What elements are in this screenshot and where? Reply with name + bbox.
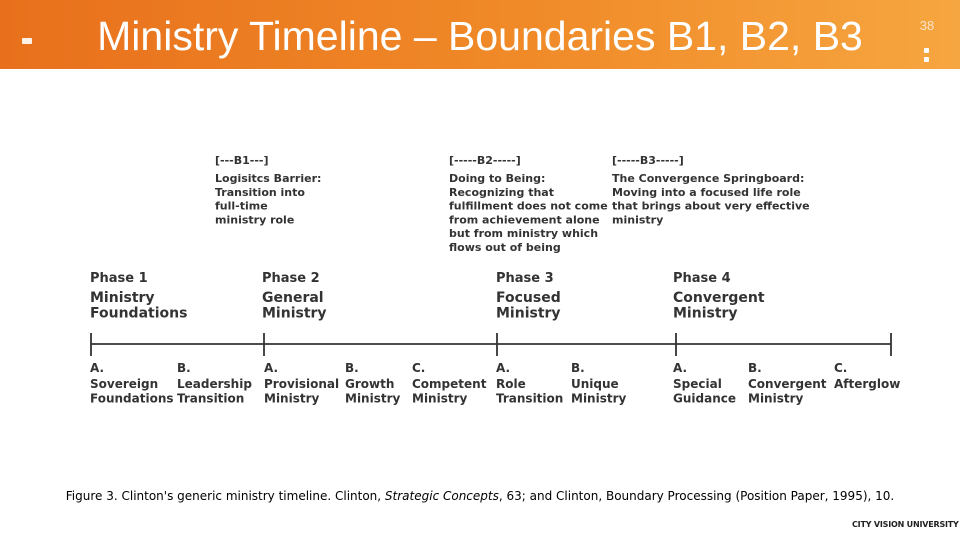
boundary-line: The Convergence Springboard: [612,172,805,185]
page-title: Ministry Timeline – Boundaries B1, B2, B3 [97,14,863,59]
caption-text: Figure 3. Clinton's generic ministry timeline. Clinton, [65,489,385,503]
subphase-name: Sovereign [90,377,159,391]
boundary-block [612,154,810,226]
phase-heading [673,271,765,322]
boundary-line: fulfillment does not come [449,199,608,213]
subphase-name: Guidance [673,391,736,406]
subphase-name: Unique [571,377,619,391]
phase-heading [496,271,561,322]
phase-number: Phase 4 [673,271,731,286]
subphase-name: Role [496,377,526,391]
subphase-name: Transition [177,391,245,406]
subphase-name: Ministry [264,391,320,406]
caption-text-end: , 63; and Clinton, Boundary Processing (Position Paper, 1995), 10. [498,489,895,503]
subphase-name: Special [673,377,722,391]
subphase-name: Competent [412,377,487,391]
subphase-name: Transition [496,391,564,406]
subphase-name: Growth [345,377,395,391]
subphase-letter: B. [345,361,359,375]
phase-name: Ministry [262,305,327,322]
phase-name: Ministry [496,305,561,322]
boundary-line: Logisitcs Barrier: [215,172,322,185]
phase-name: Ministry [90,290,155,306]
boundary-line: ministry role [215,213,295,227]
subphase-label [748,361,827,406]
phase-number: Phase 3 [496,271,554,286]
phase-name: Focused [496,290,561,306]
boundary-line: but from ministry which [449,227,599,241]
subphase-name: Ministry [345,391,401,406]
figure-caption [0,489,960,503]
university-logo: CITY VISION UNIVERSITY [852,520,959,529]
boundary-line: Transition into [215,185,305,199]
phase-name: Foundations [90,305,188,322]
phase-number: Phase 1 [90,271,148,286]
subphase-label [834,361,900,391]
subphase-label [264,361,339,406]
boundary-line: flows out of being [449,241,561,254]
boundary-line: that brings about very effective [612,199,810,213]
slide-number: 38 [919,18,935,33]
boundary-tag: [-----B3-----] [612,154,684,167]
subphase-name: Ministry [412,391,468,406]
subphase-labels [90,361,900,406]
subphase-name: Foundations [90,391,174,406]
subphase-name: Ministry [748,391,804,406]
subphase-label [90,361,174,406]
phase-name: General [262,290,324,306]
subphase-letter: A. [496,361,511,375]
subphase-name: Leadership [177,377,252,391]
phase-name: Ministry [673,305,738,322]
phase-heading [262,271,327,322]
timeline-axis [91,333,891,356]
subphase-letter: A. [264,361,279,375]
subphase-letter: C. [834,361,848,375]
boundary-line: full-time [215,199,268,213]
subphase-letter: B. [177,361,191,375]
phase-heading [90,271,187,322]
subphase-label [673,361,736,406]
subphase-label [412,361,487,406]
boundary-line: from achievement alone [449,213,600,227]
boundary-tag: [-----B2-----] [449,154,521,167]
subphase-name: Ministry [571,391,627,406]
phase-name: Convergent [673,290,765,306]
subphase-letter: A. [90,361,105,375]
boundary-block [215,154,321,226]
subphase-label [177,361,252,406]
subphase-letter: C. [412,361,426,375]
subphase-name: Provisional [264,377,340,391]
boundary-tag: [---B1---] [215,154,269,167]
boundary-line: ministry [612,213,664,227]
phase-number: Phase 2 [262,271,320,286]
boundary-line: Moving into a focused life role [612,185,801,199]
subphase-label [345,361,401,406]
caption-book-title: Strategic Concepts [384,489,499,503]
subphase-label [496,361,563,406]
boundary-annotations [215,154,810,254]
subphase-name: Convergent [748,377,827,391]
phase-headings [90,271,765,322]
boundary-block [449,154,608,254]
subphase-name: Afterglow [834,377,901,391]
boundary-line: Doing to Being: [449,172,546,185]
subphase-letter: B. [748,361,762,375]
subphase-label [571,361,627,406]
subphase-letter: A. [673,361,688,375]
boundary-line: Recognizing that [449,185,554,199]
subphase-letter: B. [571,361,585,375]
